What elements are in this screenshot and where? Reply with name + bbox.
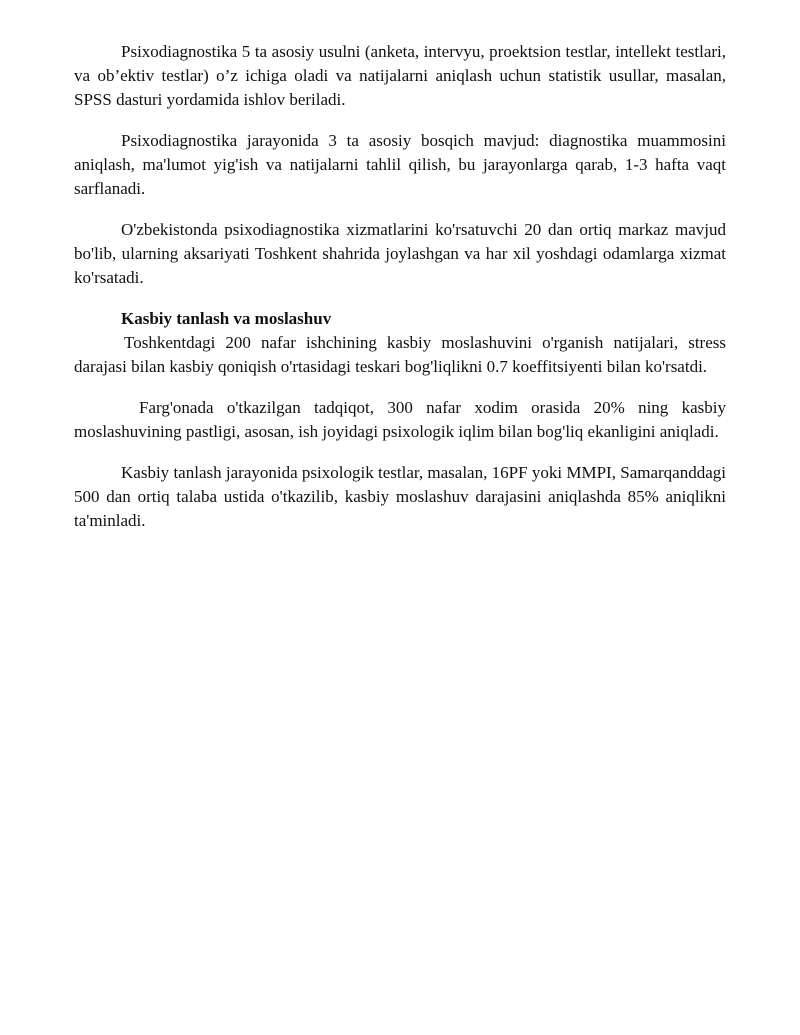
paragraph-methods: Psixodiagnostika 5 ta asosiy usulni (anketa, intervyu, proektsion testlar, intellekt testlari, va ob’ektiv testlar) o’z ichiga oladi va natijalarni aniqlash uchun statistik usullar, masalan, SPSS dasturi yordamida ishlov beriladi. (74, 42, 726, 109)
section-heading: Kasbiy tanlash va moslashuv (121, 309, 332, 328)
paragraph-samarkand-study: Kasbiy tanlash jarayonida psixologik testlar, masalan, 16PF yoki MMPI, Samarqanddagi 500 dan ortiq talaba ustida o'tkazilib, kasbiy moslashuv darajasini aniqlashda 85% aniqlikni ta'minladi. (74, 463, 726, 530)
paragraph-tashkent-study: Toshkentdagi 200 nafar ishchining kasbiy moslashuvini o'rganish natijalari, stress darajasi bilan kasbiy qoniqish o'rtasidagi teskari bog'liqlikni 0.7 koeffitsiyenti bilan ko'rsatdi. (74, 333, 726, 376)
paragraph-fergana-study: Farg'onada o'tkazilgan tadqiqot, 300 nafar xodim orasida 20% ning kasbiy moslashuvining pastligi, asosan, ish joyidagi psixologik iqlim bilan bog'liq ekanligini aniqladi. (74, 398, 726, 441)
paragraph-stages: Psixodiagnostika jarayonida 3 ta asosiy bosqich mavjud: diagnostika muammosini aniqlash, ma'lumot yig'ish va natijalarni tahlil qilish, bu jarayonlarga qarab, 1-3 hafta vaqt sarflanadi. (74, 131, 726, 198)
paragraph-centers: O'zbekistonda psixodiagnostika xizmatlarini ko'rsatuvchi 20 dan ortiq markaz mavjud bo'lib, ularning aksariyati Toshkent shahrida joylashgan va har xil yoshdagi odamlarga xizmat ko'rsatadi. (74, 220, 726, 287)
document-page (74, 40, 726, 550)
